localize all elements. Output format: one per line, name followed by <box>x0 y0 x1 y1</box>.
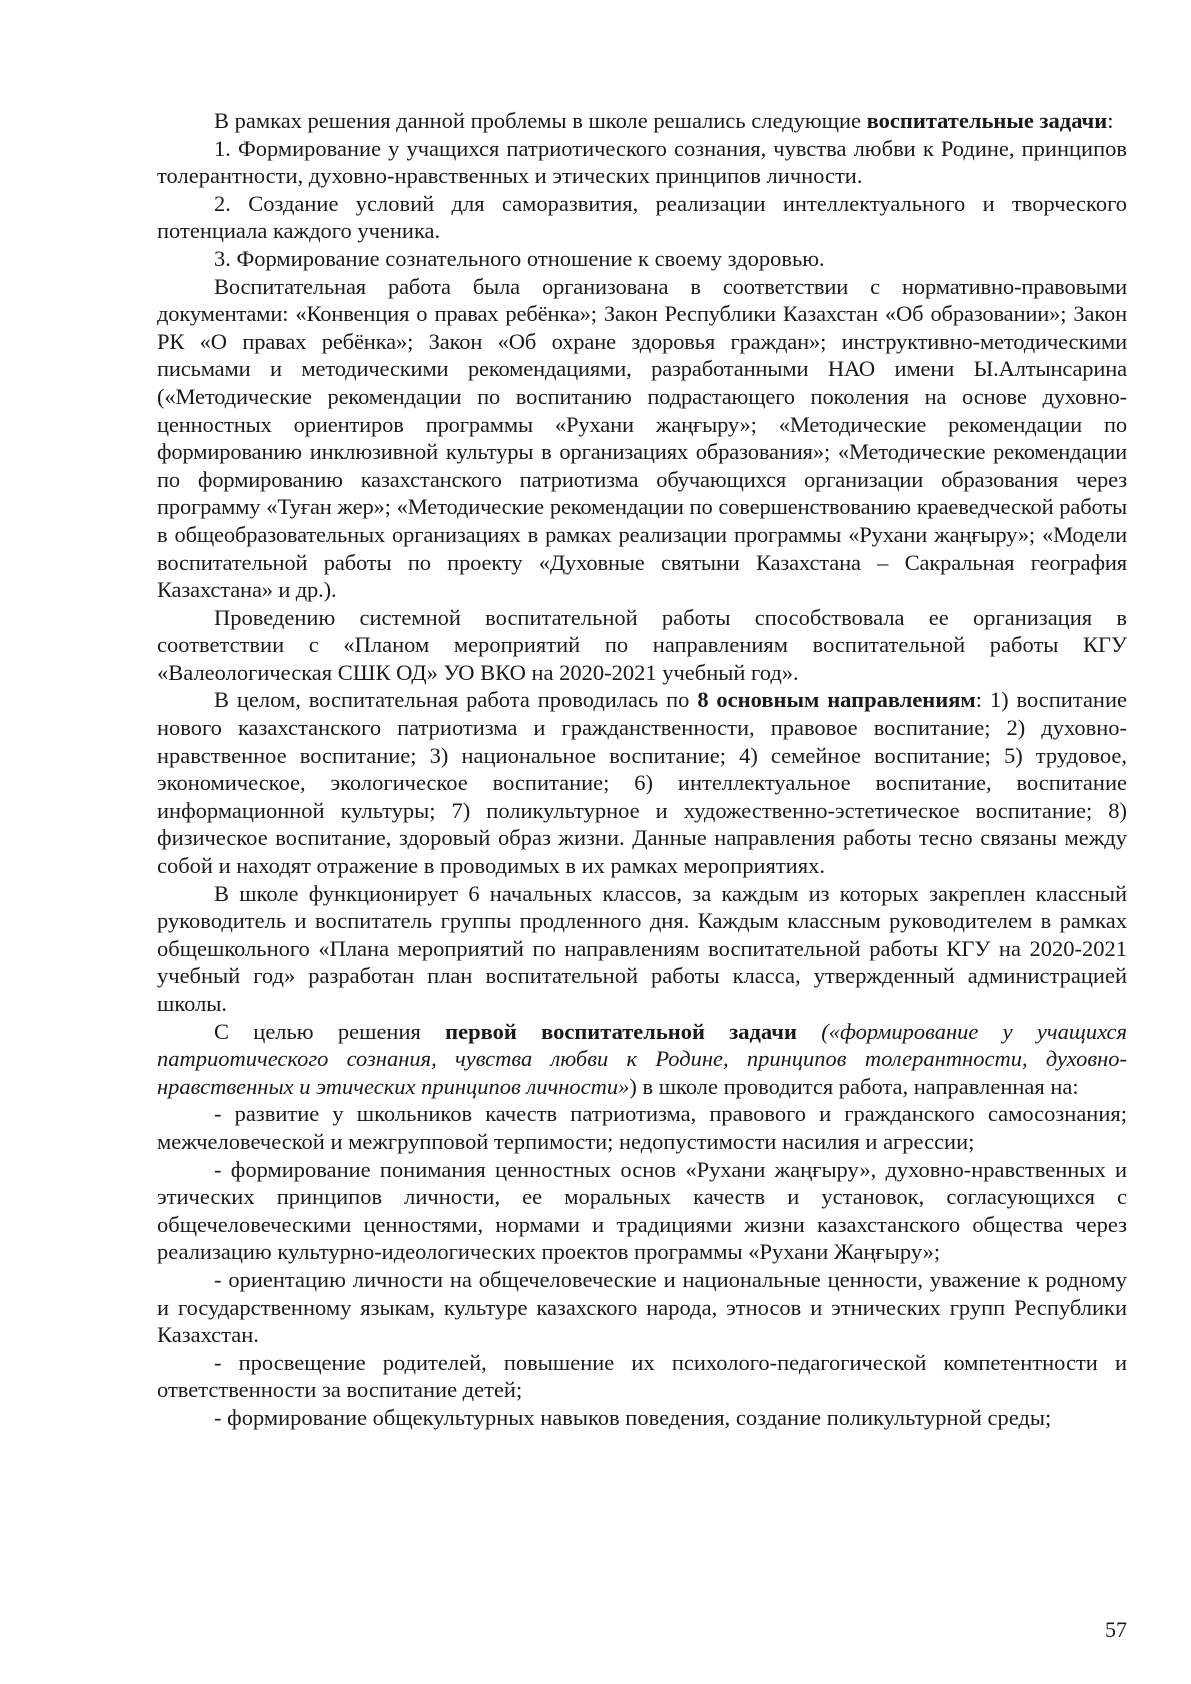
directions-tail: : 1) воспитание нового казахстанского патриотизма и гражданственности, правовое воспитание; 2) духовно-нравственное воспитание; 3) национальное воспитание; 4) семейное воспитание; 5) трудовое, экономическое, экологическое воспитание; 6) интеллектуальное воспитание, воспитание информационной культуры; 7) поликультурное и художественно-эстетическое воспитание; 8) физическое воспитание, здоровый образ жизни. Данные направления работы тесно связаны между собой и находят отражение в проводимых в их рамках мероприятиях. <box>157 687 1127 879</box>
directions-paragraph <box>157 686 1127 879</box>
bullet-item-5: - формирование общекультурных навыков поведения, создание поликультурной среды; <box>214 1404 1052 1430</box>
first-task-lead: С целью решения <box>214 1018 446 1044</box>
document-page <box>157 107 1127 1432</box>
intro-tail: : <box>1107 108 1114 133</box>
intro-paragraph <box>157 107 1127 135</box>
first-task-tail: ) в школе проводится работа, направленная на: <box>629 1073 1079 1099</box>
task-2-paragraph: 2. Создание условий для саморазвития, реализации интеллектуального и творческого потенциала каждого ученика. <box>157 190 1127 244</box>
first-task-bold-term: первой воспитательной задачи <box>445 1018 797 1044</box>
task-3-paragraph: 3. Формирование сознательного отношение к своему здоровью. <box>214 245 825 271</box>
bullet-item-1: - развитие у школьников качеств патриотизма, правового и гражданского самосознания; межчеловеческой и межгрупповой терпимости; недопустимости насилия и агрессии; <box>157 1101 1127 1154</box>
task-1-paragraph: 1. Формирование у учащихся патриотического сознания, чувства любви к Родине, принципов толерантности, духовно-нравственных и этических принципов личности. <box>157 135 1127 189</box>
bullet-item-2: - формирование понимания ценностных основ «Рухани жаңғыру», духовно-нравственных и этических принципов личности, ее моральных качеств и установок, согласующихся с общечеловеческими ценностями, нормами и традициями жизни казахстанского общества через реализацию культурно-идеологических проектов программы «Рухани Жаңғыру»; <box>157 1156 1127 1265</box>
directions-lead: В целом, воспитательная работа проводилась по <box>214 687 698 713</box>
plan-paragraph: Проведению системной воспитательной работы способствовала ее организация в соответствии с «Планом мероприятий по направлениям воспитательной работы КГУ «Валеологическая СШК ОД» УО ВКО на 2020-2021 учебный год». <box>157 604 1127 685</box>
documents-paragraph: Воспитательная работа была организована в соответствии с нормативно-правовыми документами: «Конвенция о правах ребёнка»; Закон Республики Казахстан «Об образовании»; Закон РК «О правах ребёнка»; Закон «Об охране здоровья граждан»; инструктивно-методическими письмами и методическими рекомендациями, разработанными НАО имени Ы.Алтынсарина («Методические рекомендации по воспитанию подрастающего поколения на основе духовно-ценностных ориентиров программы «Рухани жаңғыру»; «Методические рекомендации по формированию инклюзивной культуры в организациях образования»; «Методические рекомендации по формированию казахстанского патриотизма обучающихся организации образования через программу «Туған жер»; «Методические рекомендации по совершенствованию краеведческой работы в общеобразовательных организациях в рамках реализации программы «Рухани жаңғыру»; «Модели воспитательной работы по проекту «Духовные святыни Казахстана – Сакральная география Казахстана» и др.). <box>157 273 1127 603</box>
classes-paragraph: В школе функционирует 6 начальных классов, за каждым из которых закреплен классный руководитель и воспитатель группы продленного дня. Каждым классным руководителем в рамках общешкольного «Плана мероприятий по направлениям воспитательной работы КГУ на 2020-2021 учебный год» разработан план воспитательной работы класса, утвержденный администрацией школы. <box>157 880 1127 1016</box>
page-number: 57 <box>1105 1617 1127 1642</box>
directions-bold-term: 8 основным направлениям <box>697 687 976 713</box>
bullet-item-4: - просвещение родителей, повышение их психолого-педагогической компетентности и ответственности за воспитание детей; <box>157 1349 1127 1403</box>
intro-text: В рамках решения данной проблемы в школе решались следующие <box>214 108 867 133</box>
bullet-item-3: - ориентацию личности на общечеловеческие и национальные ценности, уважение к родному и государственному языкам, культуре казахского народа, этносов и этнических групп Республики Казахстан. <box>157 1266 1127 1348</box>
first-task-italic-quote: («формирование у учащихся патриотического сознания, чувства любви к Родине, принципов толерантности, духовно-нравственных и этических принципов личности» <box>157 1018 1127 1099</box>
first-task-paragraph <box>157 1018 1127 1101</box>
intro-bold-term: воспитательные задачи <box>866 108 1108 133</box>
